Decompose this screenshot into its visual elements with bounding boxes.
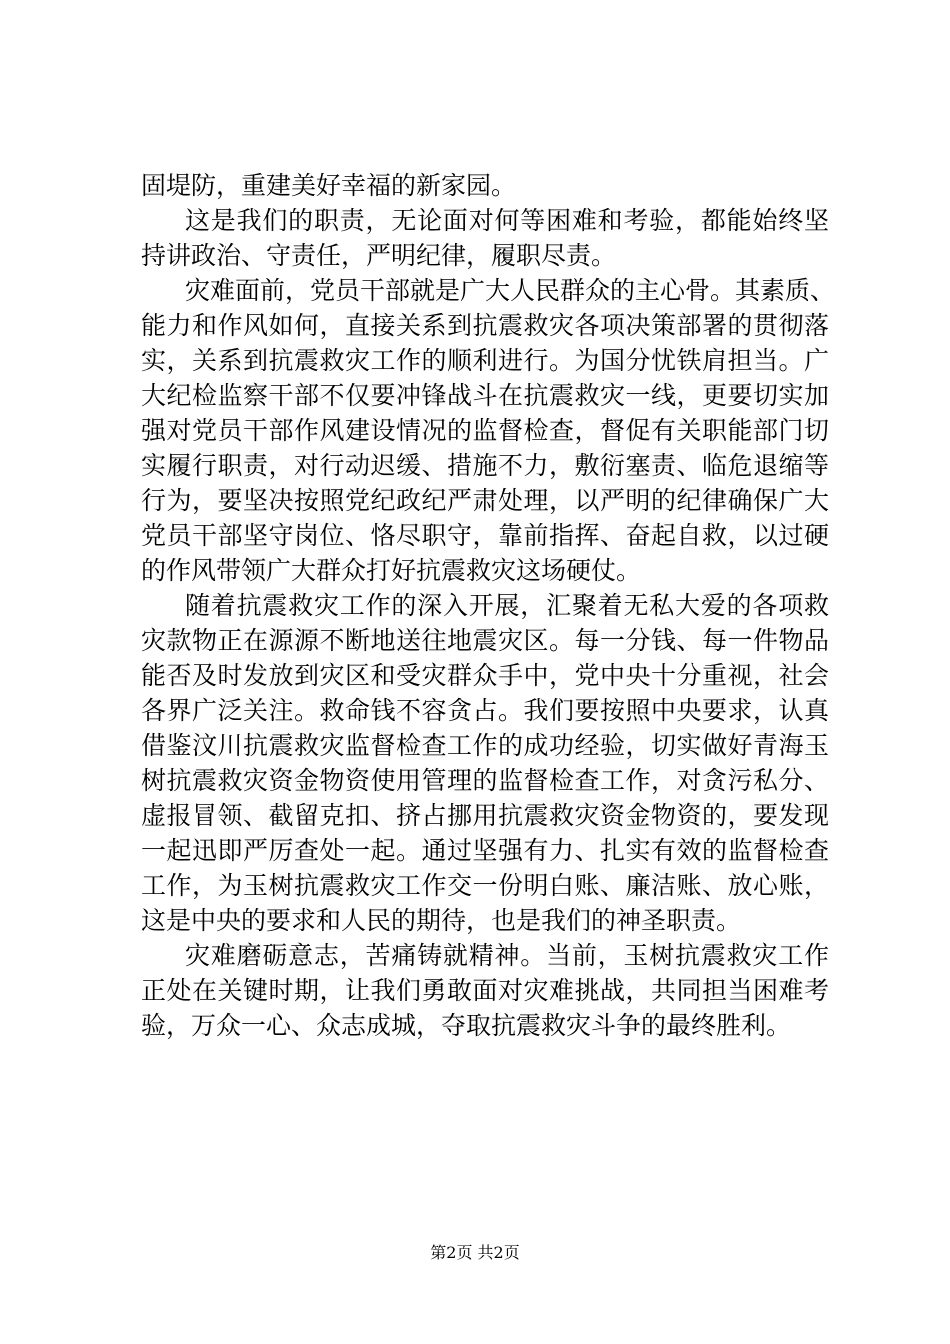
paragraph-line: 虚报冒领、截留克扣、挤占挪用抗震救灾资金物资的，要发现	[141, 801, 829, 830]
paragraph-line: 树抗震救灾资金物资使用管理的监督检查工作，对贪污私分、	[141, 766, 829, 795]
paragraph-line: 各界广泛关注。救命钱不容贪占。我们要按照中央要求，认真	[141, 696, 829, 725]
paragraph-line: 实履行职责，对行动迟缓、措施不力，敷衍塞责、临危退缩等	[141, 451, 829, 480]
paragraph-line: 灾款物正在源源不断地送往地震灾区。每一分钱、每一件物品	[141, 626, 829, 655]
paragraph-line: 大纪检监察干部不仅要冲锋战斗在抗震救灾一线，更要切实加	[141, 381, 829, 410]
document-body	[141, 168, 836, 1043]
paragraph-line: 持讲政治、守责任，严明纪律，履职尽责。	[141, 241, 617, 270]
paragraph-line: 随着抗震救灾工作的深入开展，汇聚着无私大爱的各项救	[185, 591, 829, 620]
paragraph-line: 这是中央的要求和人民的期待，也是我们的神圣职责。	[141, 906, 742, 935]
paragraph-line: 的作风带领广大群众打好抗震救灾这场硬仗。	[141, 556, 642, 585]
paragraph-line: 验，万众一心、众志成城，夺取抗震救灾斗争的最终胜利。	[141, 1011, 792, 1040]
paragraph-line: 一起迅即严厉查处一起。通过坚强有力、扎实有效的监督检查	[141, 836, 829, 865]
paragraph-line: 行为，要坚决按照党纪政纪严肃处理，以严明的纪律确保广大	[141, 486, 829, 515]
page-footer: 第2页 共2页	[430, 1243, 520, 1262]
paragraph-line: 正处在关键时期，让我们勇敢面对灾难挑战，共同担当困难考	[141, 976, 829, 1005]
paragraph-line: 灾难面前，党员干部就是广大人民群众的主心骨。其素质、	[185, 276, 836, 305]
paragraph-line: 灾难磨砺意志，苦痛铸就精神。当前，玉树抗震救灾工作	[185, 941, 829, 970]
paragraph-line: 强对党员干部作风建设情况的监督检查，督促有关职能部门切	[141, 416, 829, 445]
paragraph-line: 这是我们的职责，无论面对何等困难和考验，都能始终坚	[185, 206, 829, 235]
paragraph-line: 工作，为玉树抗震救灾工作交一份明白账、廉洁账、放心账，	[141, 871, 829, 900]
paragraph-line: 能否及时发放到灾区和受灾群众手中，党中央十分重视，社会	[141, 661, 829, 690]
paragraph-line: 借鉴汶川抗震救灾监督检查工作的成功经验，切实做好青海玉	[141, 731, 829, 760]
paragraph-line: 实，关系到抗震救灾工作的顺利进行。为国分忧铁肩担当。广	[141, 346, 829, 375]
paragraph-line: 固堤防，重建美好幸福的新家园。	[141, 171, 517, 200]
paragraph-line: 能力和作风如何，直接关系到抗震救灾各项决策部署的贯彻落	[141, 311, 829, 340]
paragraph-line: 党员干部坚守岗位、恪尽职守，靠前指挥、奋起自救，以过硬	[141, 521, 829, 550]
